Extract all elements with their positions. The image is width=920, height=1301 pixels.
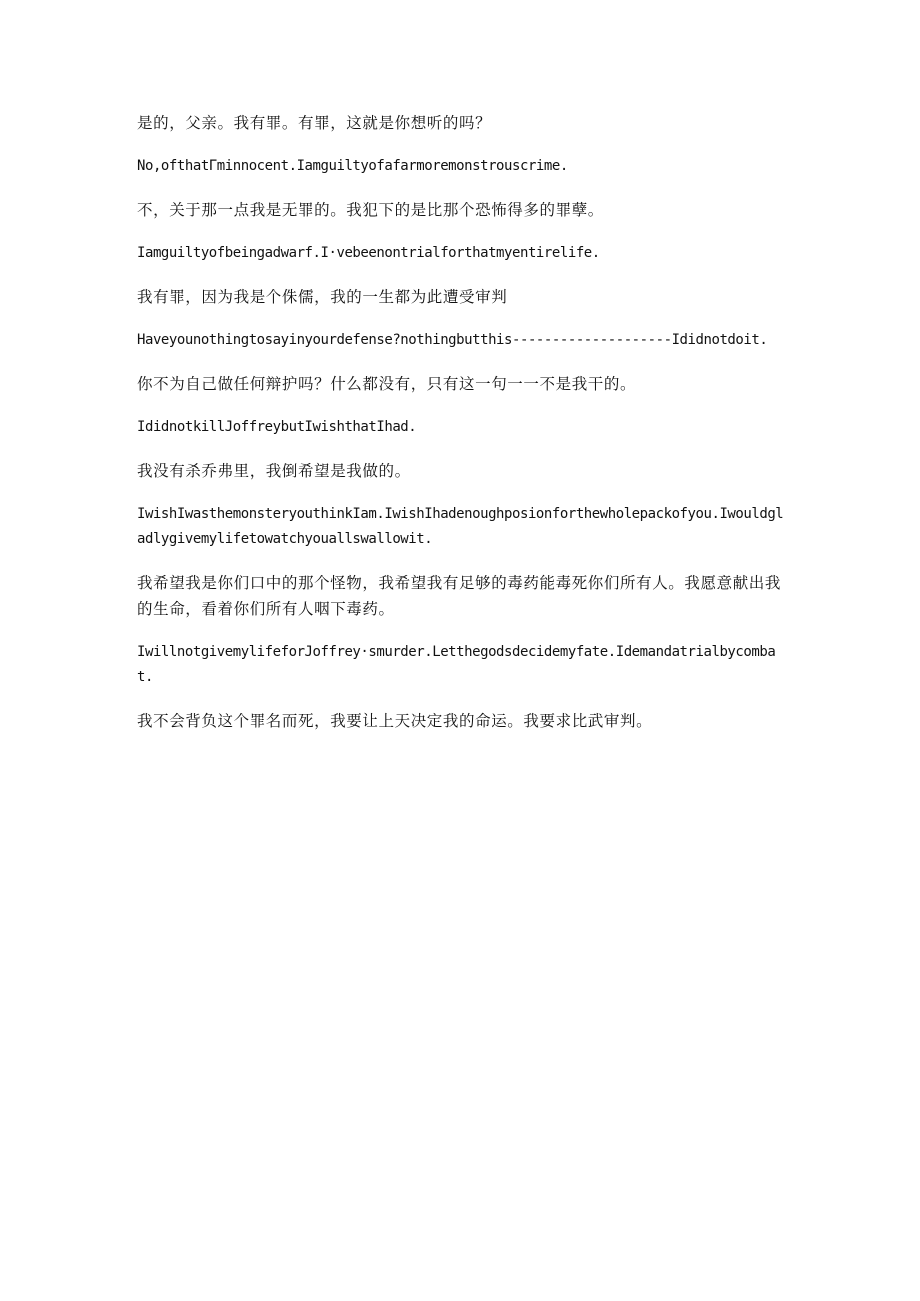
- paragraph-zh: 我希望我是你们口中的那个怪物，我希望我有足够的毒药能毒死你们所有人。我愿意献出我的生命，看着你们所有人咽下毒药。: [137, 574, 782, 618]
- paragraph-en: IwishIwasthemonsteryouthinkIam.IwishIhadenoughposionforthewholepackofyou.Iwouldgladlygivemylifetowatchyouallswallowit.: [137, 506, 784, 547]
- paragraph-en: IdidnotkillJoffreybutIwishthatIhad.: [137, 419, 417, 435]
- paragraph-zh: 不，关于那一点我是无罪的。我犯下的是比那个恐怖得多的罪孽。: [137, 201, 604, 219]
- paragraph-zh: 我有罪，因为我是个侏儒，我的一生都为此遭受审判: [137, 288, 508, 306]
- paragraph-zh: 你不为自己做任何辩护吗？什么都没有，只有这一句一一不是我干的。: [137, 375, 637, 393]
- paragraph-en: IwillnotgivemylifeforJoffrey·smurder.Letthegodsdecidemyfate.Idemandatrialbycombat.: [137, 644, 776, 685]
- paragraph-zh: 我没有杀乔弗里，我倒希望是我做的。: [137, 462, 411, 480]
- paragraph-en: No,ofthatΓminnocent.Iamguiltyofafarmoremonstrouscrime.: [137, 158, 568, 174]
- document-body: [137, 110, 787, 752]
- paragraph-en: Iamguiltyofbeingadwarf.I·vebeenontrialforthatmyentirelife.: [137, 245, 600, 261]
- paragraph-zh: 是的，父亲。我有罪。有罪，这就是你想听的吗？: [137, 114, 492, 132]
- paragraph-en: Haveyounothingtosayinyourdefense?nothingbutthis--------------------Ididnotdoit.: [137, 332, 768, 348]
- paragraph-zh: 我不会背负这个罪名而死，我要让上天决定我的命运。我要求比武审判。: [137, 712, 653, 730]
